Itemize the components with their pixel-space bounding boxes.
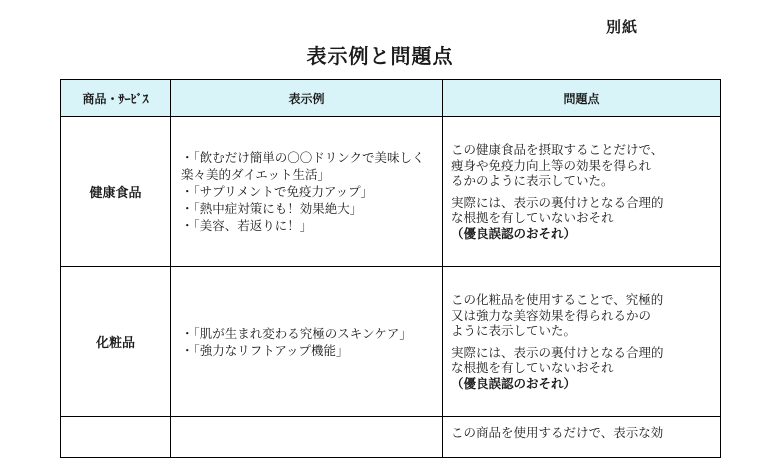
example-list bbox=[171, 325, 442, 359]
example-item: ・「サプリメントで免疫力アップ」 bbox=[181, 184, 374, 199]
example-item: ・「美容、若返りに！」 bbox=[181, 218, 313, 233]
problem-cell bbox=[443, 267, 721, 417]
example-item: ・「強力なリフトアップ機能」 bbox=[181, 342, 349, 358]
example-item: ・「肌が生まれ変わる究極のスキンケア」 bbox=[181, 325, 412, 341]
verdict-text: （優良誤認のおそれ） bbox=[451, 225, 577, 241]
problem-cell bbox=[443, 117, 721, 267]
problem-text: この健康食品を摂取することだけで、 痩身や免疫力向上等の効果を得られ るかのように表示していた。 bbox=[451, 142, 664, 188]
column-header-example: 表示例 bbox=[171, 80, 443, 117]
product-cell bbox=[61, 417, 171, 458]
problem-text: この商品を使用するだけで、表示な効 bbox=[451, 425, 664, 440]
table-row bbox=[61, 267, 721, 417]
example-item: ・「熱中症対策にも！効果絶大」 bbox=[181, 201, 363, 216]
table-row bbox=[61, 417, 721, 458]
example-list bbox=[171, 149, 442, 234]
product-cell: 化粧品 bbox=[61, 267, 171, 417]
page-title: 表示例と問題点 bbox=[306, 44, 454, 68]
example-cell bbox=[171, 117, 443, 267]
example-cell bbox=[171, 267, 443, 417]
example-item: ・「飲むだけ簡単の〇〇ドリンクで美味しく楽々美的ダイエット生活」 bbox=[181, 150, 425, 182]
table-header-row bbox=[61, 80, 721, 117]
product-cell: 健康食品 bbox=[61, 117, 171, 267]
reality-text: 実際には、表示の裏付けとなる合理的 な根拠を有していないおそれ bbox=[451, 194, 664, 225]
example-cell bbox=[171, 417, 443, 458]
attachment-label: 別紙 bbox=[606, 18, 639, 36]
reality-text: 実際には、表示の裏付けとなる合理的 な根拠を有していないおそれ bbox=[451, 344, 664, 375]
problem-cell bbox=[443, 417, 721, 458]
column-header-product: 商品・ｻｰﾋﾞｽ bbox=[61, 80, 171, 117]
problem-text: この化粧品を使用することで、究極的 又は強力な美容効果を得られるかの ように表示していた。 bbox=[451, 292, 664, 338]
table-row bbox=[61, 117, 721, 267]
verdict-text: （優良誤認のおそれ） bbox=[451, 375, 577, 391]
issues-table bbox=[60, 79, 721, 458]
column-header-problem: 問題点 bbox=[443, 80, 721, 117]
